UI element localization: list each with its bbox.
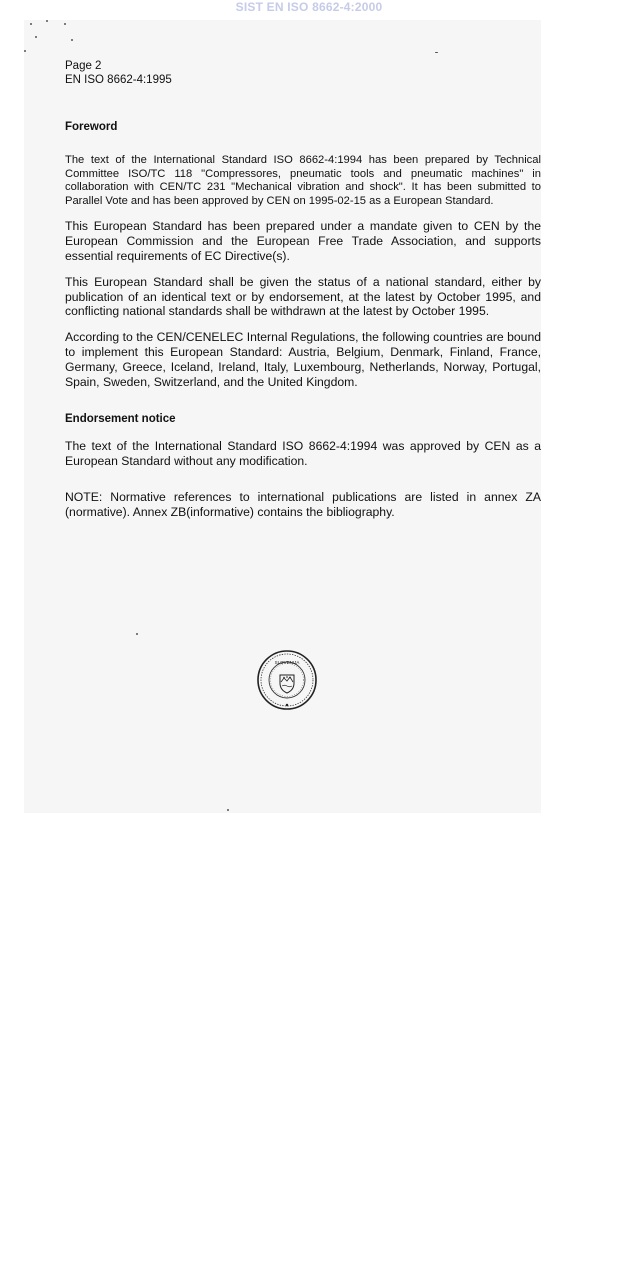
scan-speck: [24, 50, 26, 52]
scan-speck: [46, 20, 48, 22]
watermark-title: SIST EN ISO 8662-4:2000: [235, 0, 383, 14]
scan-speck: [64, 23, 66, 25]
foreword-heading: Foreword: [65, 121, 118, 133]
standard-reference: EN ISO 8662-4:1995: [65, 74, 172, 86]
foreword-paragraph-3: This European Standard shall be given the status of a national standard, either by publication of an identical text or by endorsement, at the latest by October 1995, and conflicting national standards shall be withdrawn at the latest by October 1995.: [65, 274, 541, 319]
note-paragraph: NOTE: Normative references to international publications are listed in annex ZA (normative). Annex ZB(informative) contains the bibliography.: [65, 489, 541, 519]
scan-speck: [71, 39, 73, 41]
seal-text: SLOVENIJA: [274, 660, 300, 665]
foreword-paragraph-2: This European Standard has been prepared under a mandate given to CEN by the European Commission and the European Free Trade Association, and supports essential requirements of EC Directive(s).: [65, 219, 541, 263]
foreword-paragraph-4: According to the CEN/CENELEC Internal Regulations, the following countries are bound to implement this European Standard: Austria, Belgium, Denmark, Finland, France, Germany, Greece, Iceland, Ireland, Italy, Luxembourg, Netherlands, Norway, Portugal, Spain, Sweden, Switzerland, and the United Kingdom.: [65, 330, 541, 389]
document-body: [65, 59, 541, 520]
scan-speck: [30, 23, 32, 25]
scan-speck: [227, 809, 229, 811]
endorsement-heading: Endorsement notice: [65, 413, 176, 426]
foreword-paragraph-1: The text of the International Standard ISO 8662-4:1994 has been prepared by Technical Committee ISO/TC 118 "Compressores, pneumatic tools and pneumatic machines" in collaboration with CEN/TC 231 "Mechanical vibration and shock". It has been submitted to Parallel Vote and has been approved by CEN on 1995-02-15 as a European Standard.: [65, 154, 541, 207]
scan-speck: [136, 633, 138, 635]
page-number: Page 2: [65, 60, 102, 72]
scan-speck: [35, 36, 37, 38]
official-seal-icon: [256, 649, 318, 711]
endorsement-paragraph: The text of the International Standard ISO 8662-4:1994 was approved by CEN as a European Standard without any modification.: [65, 439, 541, 469]
scan-speck: [435, 52, 438, 53]
